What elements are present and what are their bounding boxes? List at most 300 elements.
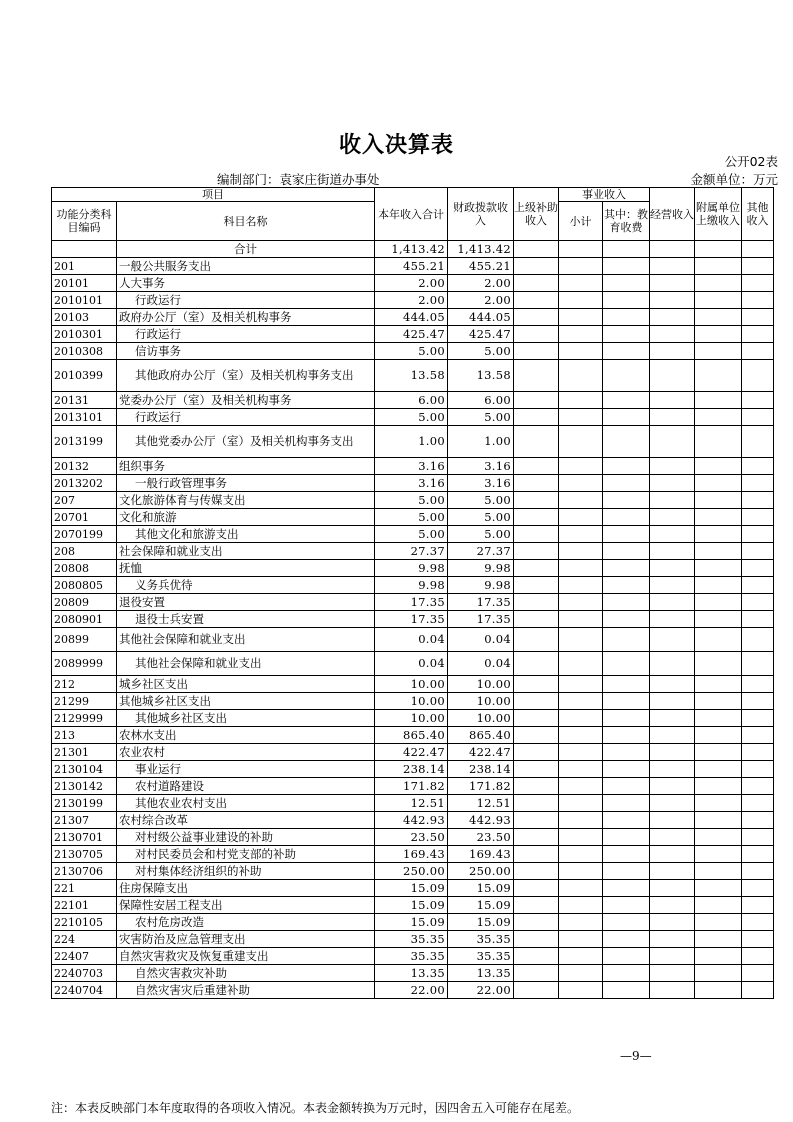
operating-income xyxy=(650,812,695,829)
subject-name: 退役士兵安置 xyxy=(117,611,375,628)
total-income: 13.58 xyxy=(375,360,448,392)
table-row xyxy=(52,948,774,965)
superior-subsidy xyxy=(514,577,559,594)
header-education-fee: 其中：教育收费 xyxy=(603,202,650,241)
business-subtotal xyxy=(559,744,603,761)
table-row xyxy=(52,778,774,795)
other-income xyxy=(742,543,774,560)
subject-name: 农村危房改造 xyxy=(117,914,375,931)
operating-income xyxy=(650,846,695,863)
header-other: 其他收入 xyxy=(742,188,774,241)
education-fee xyxy=(603,652,650,676)
superior-subsidy xyxy=(514,778,559,795)
superior-subsidy xyxy=(514,795,559,812)
superior-subsidy xyxy=(514,611,559,628)
business-subtotal xyxy=(559,676,603,693)
subject-code: 2130104 xyxy=(52,761,117,778)
table-row xyxy=(52,409,774,426)
other-income xyxy=(742,795,774,812)
affiliated-income xyxy=(695,343,742,360)
fiscal-appropriation: 6.00 xyxy=(448,392,514,409)
operating-income xyxy=(650,693,695,710)
subject-code: 20131 xyxy=(52,392,117,409)
table-row xyxy=(52,880,774,897)
subject-code: 2130706 xyxy=(52,863,117,880)
superior-subsidy xyxy=(514,343,559,360)
education-fee xyxy=(603,492,650,509)
fiscal-appropriation: 5.00 xyxy=(448,509,514,526)
subject-code: 212 xyxy=(52,676,117,693)
superior-subsidy xyxy=(514,258,559,275)
subject-code: 2240704 xyxy=(52,982,117,999)
fiscal-appropriation: 17.35 xyxy=(448,611,514,628)
table-row xyxy=(52,761,774,778)
fiscal-appropriation: 0.04 xyxy=(448,652,514,676)
affiliated-income xyxy=(695,360,742,392)
subject-code: 2240703 xyxy=(52,965,117,982)
superior-subsidy xyxy=(514,426,559,458)
subject-name: 社会保障和就业支出 xyxy=(117,543,375,560)
subject-name: 事业运行 xyxy=(117,761,375,778)
other-income xyxy=(742,409,774,426)
subject-name: 党委办公厅（室）及相关机构事务 xyxy=(117,392,375,409)
fiscal-appropriation: 35.35 xyxy=(448,931,514,948)
total-income: 15.09 xyxy=(375,897,448,914)
superior-subsidy xyxy=(514,846,559,863)
total-income: 2.00 xyxy=(375,292,448,309)
business-subtotal xyxy=(559,392,603,409)
superior-subsidy xyxy=(514,458,559,475)
subject-name: 其他社会保障和就业支出 xyxy=(117,628,375,652)
operating-income xyxy=(650,931,695,948)
other-income xyxy=(742,778,774,795)
table-row xyxy=(52,458,774,475)
table-row xyxy=(52,897,774,914)
superior-subsidy xyxy=(514,492,559,509)
total-income: 13.35 xyxy=(375,965,448,982)
subject-code: 2210105 xyxy=(52,914,117,931)
other-income xyxy=(742,258,774,275)
affiliated-income xyxy=(695,914,742,931)
subject-name: 组织事务 xyxy=(117,458,375,475)
table-row xyxy=(52,360,774,392)
subject-code: 21307 xyxy=(52,812,117,829)
superior-subsidy xyxy=(514,710,559,727)
business-subtotal xyxy=(559,863,603,880)
operating-income xyxy=(650,611,695,628)
table-row xyxy=(52,492,774,509)
business-subtotal xyxy=(559,526,603,543)
superior-subsidy xyxy=(514,693,559,710)
total-income: 10.00 xyxy=(375,710,448,727)
education-fee xyxy=(603,795,650,812)
business-subtotal xyxy=(559,543,603,560)
form-number: 公开02表 xyxy=(724,154,778,169)
fiscal-appropriation: 23.50 xyxy=(448,829,514,846)
operating-income xyxy=(650,258,695,275)
subject-code: 20132 xyxy=(52,458,117,475)
other-income xyxy=(742,594,774,611)
business-subtotal xyxy=(559,409,603,426)
business-subtotal xyxy=(559,426,603,458)
superior-subsidy xyxy=(514,880,559,897)
table-row xyxy=(52,475,774,492)
business-subtotal xyxy=(559,965,603,982)
total-income: 455.21 xyxy=(375,258,448,275)
education-fee xyxy=(603,761,650,778)
affiliated-income xyxy=(695,761,742,778)
total-income: 10.00 xyxy=(375,676,448,693)
subject-name: 其他党委办公厅（室）及相关机构事务支出 xyxy=(117,426,375,458)
superior-subsidy xyxy=(514,652,559,676)
operating-income xyxy=(650,795,695,812)
total-income: 171.82 xyxy=(375,778,448,795)
table-row xyxy=(52,982,774,999)
business-subtotal xyxy=(559,475,603,492)
other-income xyxy=(742,982,774,999)
subject-code: 224 xyxy=(52,931,117,948)
total-income: 1.00 xyxy=(375,426,448,458)
header-total: 本年收入合计 xyxy=(375,188,448,241)
superior-subsidy xyxy=(514,292,559,309)
subject-name: 一般公共服务支出 xyxy=(117,258,375,275)
education-fee xyxy=(603,426,650,458)
table-row xyxy=(52,812,774,829)
subject-name: 灾害防治及应急管理支出 xyxy=(117,931,375,948)
superior-subsidy xyxy=(514,275,559,292)
business-subtotal xyxy=(559,275,603,292)
affiliated-income xyxy=(695,543,742,560)
table-row xyxy=(52,577,774,594)
subject-name: 对村级公益事业建设的补助 xyxy=(117,829,375,846)
superior-subsidy xyxy=(514,360,559,392)
affiliated-income xyxy=(695,948,742,965)
header-fiscal: 财政拨款收入 xyxy=(448,188,514,241)
fiscal-appropriation: 35.35 xyxy=(448,948,514,965)
other-income xyxy=(742,948,774,965)
education-fee xyxy=(603,846,650,863)
operating-income xyxy=(650,543,695,560)
other-income xyxy=(742,360,774,392)
fiscal-appropriation: 455.21 xyxy=(448,258,514,275)
header-item: 项目 xyxy=(52,188,375,202)
total-income: 6.00 xyxy=(375,392,448,409)
subject-name: 合计 xyxy=(117,241,375,258)
subject-name: 行政运行 xyxy=(117,326,375,343)
affiliated-income xyxy=(695,611,742,628)
fiscal-appropriation: 238.14 xyxy=(448,761,514,778)
affiliated-income xyxy=(695,577,742,594)
table-row xyxy=(52,710,774,727)
business-subtotal xyxy=(559,897,603,914)
other-income xyxy=(742,676,774,693)
education-fee xyxy=(603,628,650,652)
business-subtotal xyxy=(559,880,603,897)
affiliated-income xyxy=(695,275,742,292)
operating-income xyxy=(650,509,695,526)
total-row xyxy=(52,241,774,258)
superior-subsidy xyxy=(514,948,559,965)
subject-code: 2013202 xyxy=(52,475,117,492)
operating-income xyxy=(650,761,695,778)
subject-name: 其他农业农村支出 xyxy=(117,795,375,812)
total-income: 3.16 xyxy=(375,458,448,475)
subject-name: 抚恤 xyxy=(117,560,375,577)
operating-income xyxy=(650,560,695,577)
subject-name: 政府办公厅（室）及相关机构事务 xyxy=(117,309,375,326)
operating-income xyxy=(650,965,695,982)
operating-income xyxy=(650,628,695,652)
superior-subsidy xyxy=(514,965,559,982)
education-fee xyxy=(603,965,650,982)
total-income: 35.35 xyxy=(375,931,448,948)
total-income: 0.04 xyxy=(375,652,448,676)
header-code: 功能分类科目编码 xyxy=(52,202,117,241)
fiscal-appropriation: 0.04 xyxy=(448,628,514,652)
other-income xyxy=(742,526,774,543)
education-fee xyxy=(603,931,650,948)
other-income xyxy=(742,812,774,829)
business-subtotal xyxy=(559,628,603,652)
table-row xyxy=(52,611,774,628)
affiliated-income xyxy=(695,778,742,795)
business-subtotal xyxy=(559,812,603,829)
operating-income xyxy=(650,829,695,846)
operating-income xyxy=(650,458,695,475)
total-income: 250.00 xyxy=(375,863,448,880)
subject-name: 其他政府办公厅（室）及相关机构事务支出 xyxy=(117,360,375,392)
fiscal-appropriation: 10.00 xyxy=(448,676,514,693)
total-income: 5.00 xyxy=(375,492,448,509)
header-affiliated: 附属单位上缴收入 xyxy=(695,188,742,241)
table-row xyxy=(52,676,774,693)
education-fee xyxy=(603,611,650,628)
operating-income xyxy=(650,727,695,744)
subject-name: 行政运行 xyxy=(117,292,375,309)
business-subtotal xyxy=(559,292,603,309)
education-fee xyxy=(603,948,650,965)
business-subtotal xyxy=(559,693,603,710)
total-income: 23.50 xyxy=(375,829,448,846)
total-income: 22.00 xyxy=(375,982,448,999)
total-income: 17.35 xyxy=(375,594,448,611)
subject-code: 20701 xyxy=(52,509,117,526)
table-row xyxy=(52,543,774,560)
total-income: 15.09 xyxy=(375,914,448,931)
other-income xyxy=(742,611,774,628)
subject-name: 保障性安居工程支出 xyxy=(117,897,375,914)
other-income xyxy=(742,829,774,846)
business-subtotal xyxy=(559,982,603,999)
fiscal-appropriation: 442.93 xyxy=(448,812,514,829)
superior-subsidy xyxy=(514,594,559,611)
business-subtotal xyxy=(559,326,603,343)
other-income xyxy=(742,343,774,360)
subject-name: 其他城乡社区支出 xyxy=(117,693,375,710)
table-row xyxy=(52,652,774,676)
education-fee xyxy=(603,812,650,829)
other-income xyxy=(742,475,774,492)
affiliated-income xyxy=(695,409,742,426)
page-title: 收入决算表 xyxy=(338,133,454,158)
business-subtotal xyxy=(559,652,603,676)
header-name: 科目名称 xyxy=(117,202,375,241)
affiliated-income xyxy=(695,897,742,914)
education-fee xyxy=(603,543,650,560)
table-row xyxy=(52,744,774,761)
fiscal-appropriation: 13.35 xyxy=(448,965,514,982)
subject-code: 2129999 xyxy=(52,710,117,727)
business-subtotal xyxy=(559,594,603,611)
business-subtotal xyxy=(559,710,603,727)
education-fee xyxy=(603,309,650,326)
affiliated-income xyxy=(695,829,742,846)
subject-code: 21301 xyxy=(52,744,117,761)
subject-name: 农村综合改革 xyxy=(117,812,375,829)
subject-code: 20809 xyxy=(52,594,117,611)
operating-income xyxy=(650,275,695,292)
superior-subsidy xyxy=(514,475,559,492)
subject-name: 城乡社区支出 xyxy=(117,676,375,693)
fiscal-appropriation: 9.98 xyxy=(448,560,514,577)
total-income: 5.00 xyxy=(375,526,448,543)
header-superior: 上级补助收入 xyxy=(514,188,559,241)
superior-subsidy xyxy=(514,241,559,258)
subject-name: 自然灾害救灾及恢复重建支出 xyxy=(117,948,375,965)
page-number: —9— xyxy=(620,1049,652,1063)
revenue-table xyxy=(51,187,774,999)
compiling-department: 编制部门：袁家庄街道办事处 xyxy=(217,172,380,187)
total-income: 10.00 xyxy=(375,693,448,710)
fiscal-appropriation: 865.40 xyxy=(448,727,514,744)
fiscal-appropriation: 5.00 xyxy=(448,343,514,360)
table-row xyxy=(52,292,774,309)
business-subtotal xyxy=(559,846,603,863)
business-subtotal xyxy=(559,509,603,526)
subject-code: 201 xyxy=(52,258,117,275)
affiliated-income xyxy=(695,744,742,761)
header-operating: 经营收入 xyxy=(650,188,695,241)
subject-code: 2130199 xyxy=(52,795,117,812)
other-income xyxy=(742,241,774,258)
education-fee xyxy=(603,982,650,999)
table-row xyxy=(52,594,774,611)
subject-name: 农村道路建设 xyxy=(117,778,375,795)
table-row xyxy=(52,275,774,292)
superior-subsidy xyxy=(514,761,559,778)
fiscal-appropriation: 5.00 xyxy=(448,409,514,426)
total-income: 865.40 xyxy=(375,727,448,744)
affiliated-income xyxy=(695,931,742,948)
fiscal-appropriation: 250.00 xyxy=(448,863,514,880)
fiscal-appropriation: 5.00 xyxy=(448,492,514,509)
affiliated-income xyxy=(695,965,742,982)
operating-income xyxy=(650,948,695,965)
other-income xyxy=(742,744,774,761)
affiliated-income xyxy=(695,628,742,652)
operating-income xyxy=(650,326,695,343)
total-income: 425.47 xyxy=(375,326,448,343)
fiscal-appropriation: 169.43 xyxy=(448,846,514,863)
other-income xyxy=(742,577,774,594)
subject-code: 2010101 xyxy=(52,292,117,309)
header-business-subtotal: 小计 xyxy=(559,202,603,241)
subject-code: 21299 xyxy=(52,693,117,710)
fiscal-appropriation: 15.09 xyxy=(448,897,514,914)
subject-code: 207 xyxy=(52,492,117,509)
education-fee xyxy=(603,458,650,475)
table-row xyxy=(52,509,774,526)
affiliated-income xyxy=(695,241,742,258)
subject-code: 2010301 xyxy=(52,326,117,343)
fiscal-appropriation: 171.82 xyxy=(448,778,514,795)
subject-name: 一般行政管理事务 xyxy=(117,475,375,492)
education-fee xyxy=(603,829,650,846)
business-subtotal xyxy=(559,241,603,258)
operating-income xyxy=(650,526,695,543)
operating-income xyxy=(650,982,695,999)
affiliated-income xyxy=(695,526,742,543)
business-subtotal xyxy=(559,948,603,965)
superior-subsidy xyxy=(514,982,559,999)
table-row xyxy=(52,693,774,710)
business-subtotal xyxy=(559,458,603,475)
other-income xyxy=(742,275,774,292)
superior-subsidy xyxy=(514,543,559,560)
fiscal-appropriation: 2.00 xyxy=(448,292,514,309)
table-row xyxy=(52,343,774,360)
subject-name: 住房保障支出 xyxy=(117,880,375,897)
total-income: 2.00 xyxy=(375,275,448,292)
business-subtotal xyxy=(559,931,603,948)
superior-subsidy xyxy=(514,727,559,744)
total-income: 5.00 xyxy=(375,509,448,526)
fiscal-appropriation: 9.98 xyxy=(448,577,514,594)
superior-subsidy xyxy=(514,409,559,426)
total-income: 169.43 xyxy=(375,846,448,863)
education-fee xyxy=(603,914,650,931)
total-income: 0.04 xyxy=(375,628,448,652)
superior-subsidy xyxy=(514,812,559,829)
superior-subsidy xyxy=(514,509,559,526)
total-income: 442.93 xyxy=(375,812,448,829)
affiliated-income xyxy=(695,560,742,577)
affiliated-income xyxy=(695,594,742,611)
education-fee xyxy=(603,577,650,594)
education-fee xyxy=(603,275,650,292)
operating-income xyxy=(650,863,695,880)
superior-subsidy xyxy=(514,326,559,343)
business-subtotal xyxy=(559,829,603,846)
subject-code: 213 xyxy=(52,727,117,744)
education-fee xyxy=(603,343,650,360)
total-income: 444.05 xyxy=(375,309,448,326)
subject-code: 2080805 xyxy=(52,577,117,594)
education-fee xyxy=(603,744,650,761)
other-income xyxy=(742,914,774,931)
table-row xyxy=(52,829,774,846)
affiliated-income xyxy=(695,475,742,492)
total-income: 422.47 xyxy=(375,744,448,761)
operating-income xyxy=(650,492,695,509)
operating-income xyxy=(650,309,695,326)
affiliated-income xyxy=(695,693,742,710)
business-subtotal xyxy=(559,258,603,275)
total-income: 9.98 xyxy=(375,560,448,577)
other-income xyxy=(742,292,774,309)
other-income xyxy=(742,560,774,577)
affiliated-income xyxy=(695,880,742,897)
